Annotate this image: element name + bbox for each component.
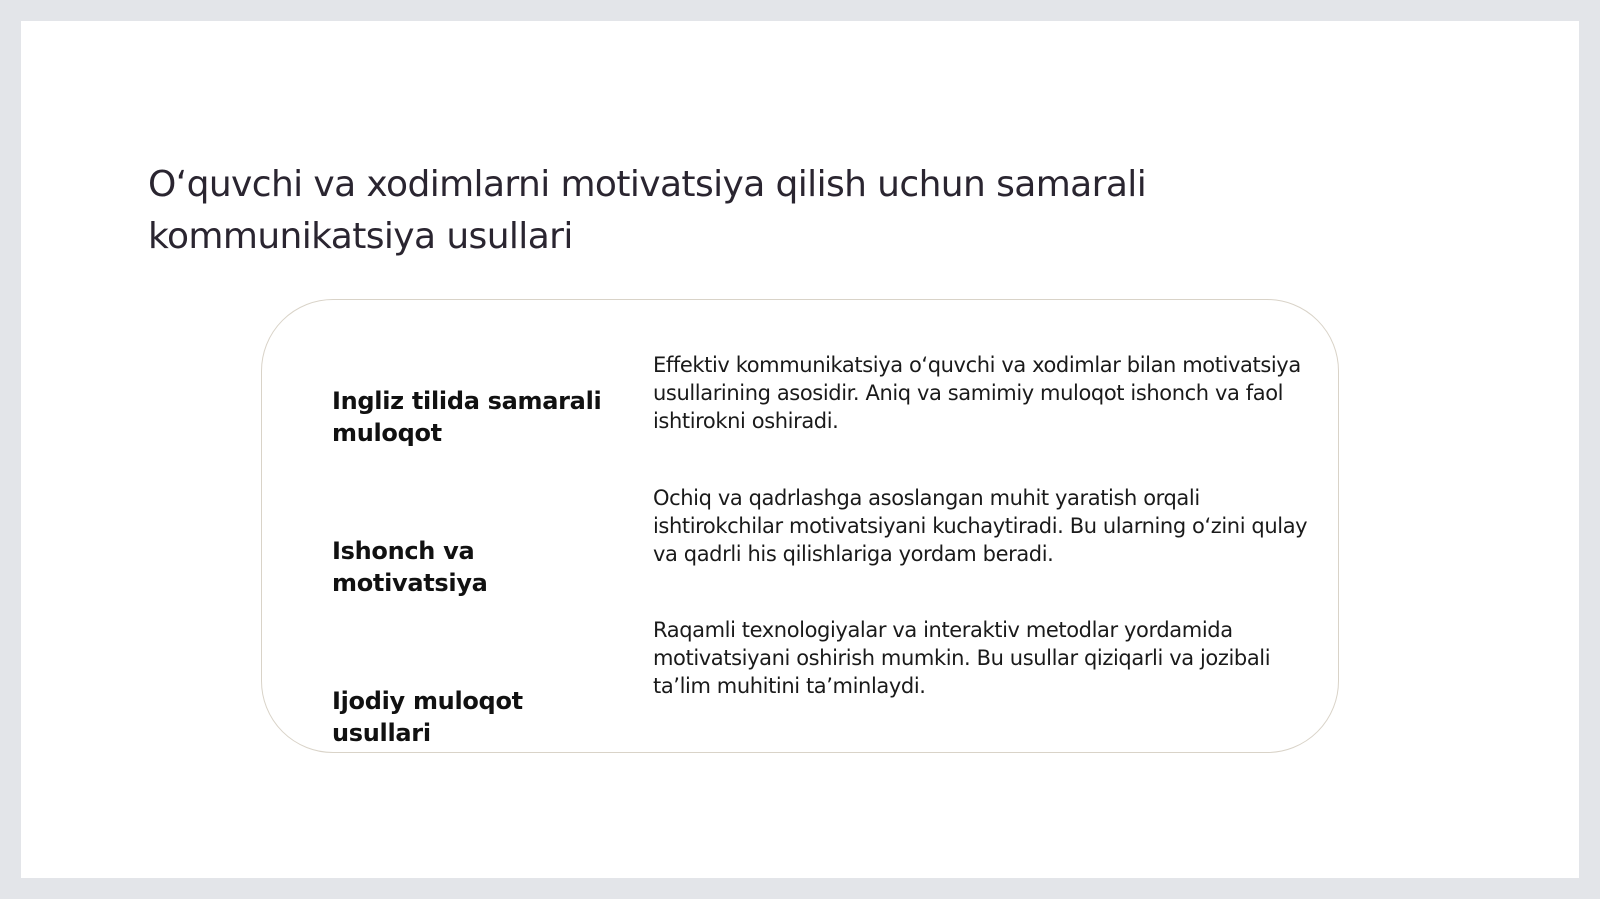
row-description-1: Effektiv kommunikatsiya o‘quvchi va xodimlar bilan motivatsiya usullarining asosidir. Aniq va samimiy muloqot ishonch va faol ishtirokni oshiradi. xyxy=(653,353,1301,433)
row-label-1: Ingliz tilida samarali muloqot xyxy=(332,387,602,447)
slide xyxy=(21,21,1579,878)
content-card xyxy=(261,299,1339,753)
row-description-3: Raqamli texnologiyalar va interaktiv metodlar yordamida motivatsiyani oshirish mumkin. Bu usullar qiziqarli va jozibali ta’lim muhitini ta’minlaydi. xyxy=(653,618,1271,698)
slide-title: O‘quvchi va xodimlarni motivatsiya qilish uchun samarali kommunikatsiya usullari xyxy=(148,164,1147,257)
row-label-3: Ijodiy muloqot usullari xyxy=(332,687,523,747)
row-label-2: Ishonch va motivatsiya xyxy=(332,537,488,597)
row-description-2: Ochiq va qadrlashga asoslangan muhit yaratish orqali ishtirokchilar motivatsiyani kuchaytiradi. Bu ularning o‘zini qulay va qadrli his qilishlariga yordam beradi. xyxy=(653,486,1308,566)
